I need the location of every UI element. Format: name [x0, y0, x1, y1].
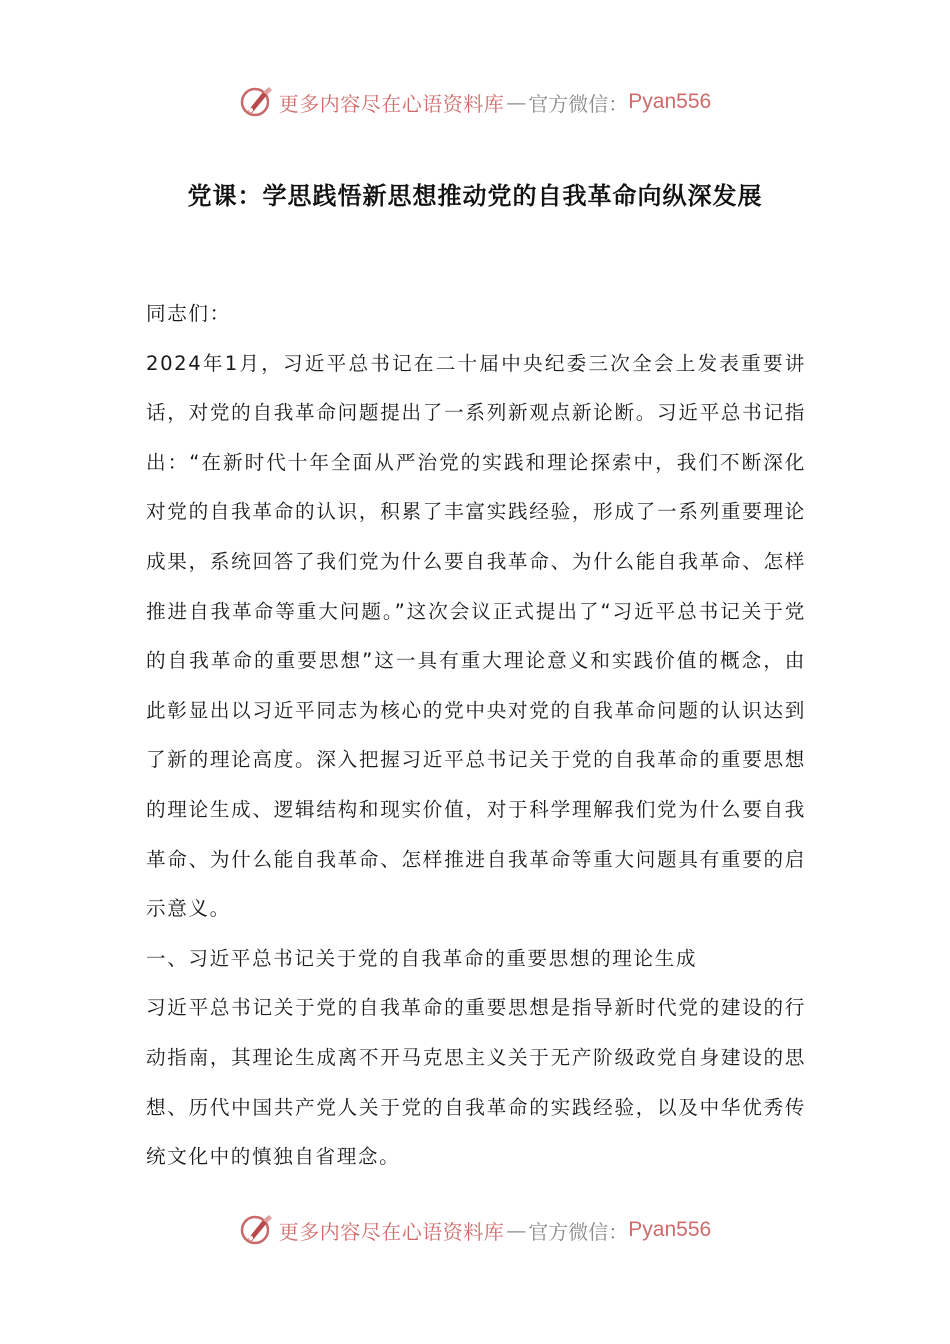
document-title: 党课：学思践悟新思想推动党的自我革命向纵深发展 — [187, 182, 763, 210]
section-heading-1: 一、习近平总书记关于党的自我革命的重要思想的理论生成 — [146, 946, 698, 970]
document-body — [146, 289, 806, 1182]
pen-nib-logo-icon — [239, 84, 275, 120]
watermark-text: 更多内容尽在心语资料库 — [278, 91, 505, 116]
paragraph-intro: 2024年1月，习近平总书记在二十届中央纪委三次全会上发表重要讲话，对党的自我革命问题提出了一系列新观点新论断。习近平总书记指出：“在新时代十年全面从严治党的实践和理论探索中，我们不断深化对党的自我革命的认识，积累了丰富实践经验，形成了一系列重要理论成果，系统回答了我们党为什么要自我革命、为什么能自我革命、怎样推进自我革命等重大问题。”这次会议正式提出了“习近平总书记关于党的自我革命的重要思想”这一具有重大理论意义和实践价值的概念，由此彰显出以习近平同志为核心的党中央对党的自我革命问题的认识达到了新的理论高度。深入把握习近平总书记关于党的自我革命的重要思想的理论生成、逻辑结构和现实价值，对于科学理解我们党为什么要自我革命、为什么能自我革命、怎样推进自我革命等重大问题具有重要的启示意义。 — [146, 351, 806, 921]
header-watermark — [0, 82, 950, 122]
footer-watermark — [0, 1210, 950, 1250]
greeting: 同志们： — [146, 302, 231, 325]
pen-nib-logo-icon — [239, 1212, 275, 1248]
watermark-dash: — — [506, 1218, 527, 1242]
watermark-wechat-label: 官方微信： — [528, 91, 629, 116]
watermark-wechat-label: 官方微信： — [528, 1219, 629, 1244]
watermark-wechat-id: Pyan556 — [628, 1218, 712, 1241]
paragraph-section-1: 习近平总书记关于党的自我革命的重要思想是指导新时代党的建设的行动指南，其理论生成离不开马克思主义关于无产阶级政党自身建设的思想、历代中国共产党人关于党的自我革命的实践经验，以及中华优秀传统文化中的慎独自省理念。 — [146, 996, 806, 1169]
watermark-dash: — — [506, 90, 527, 114]
watermark-wechat-id: Pyan556 — [628, 90, 712, 113]
watermark-text: 更多内容尽在心语资料库 — [278, 1219, 505, 1244]
